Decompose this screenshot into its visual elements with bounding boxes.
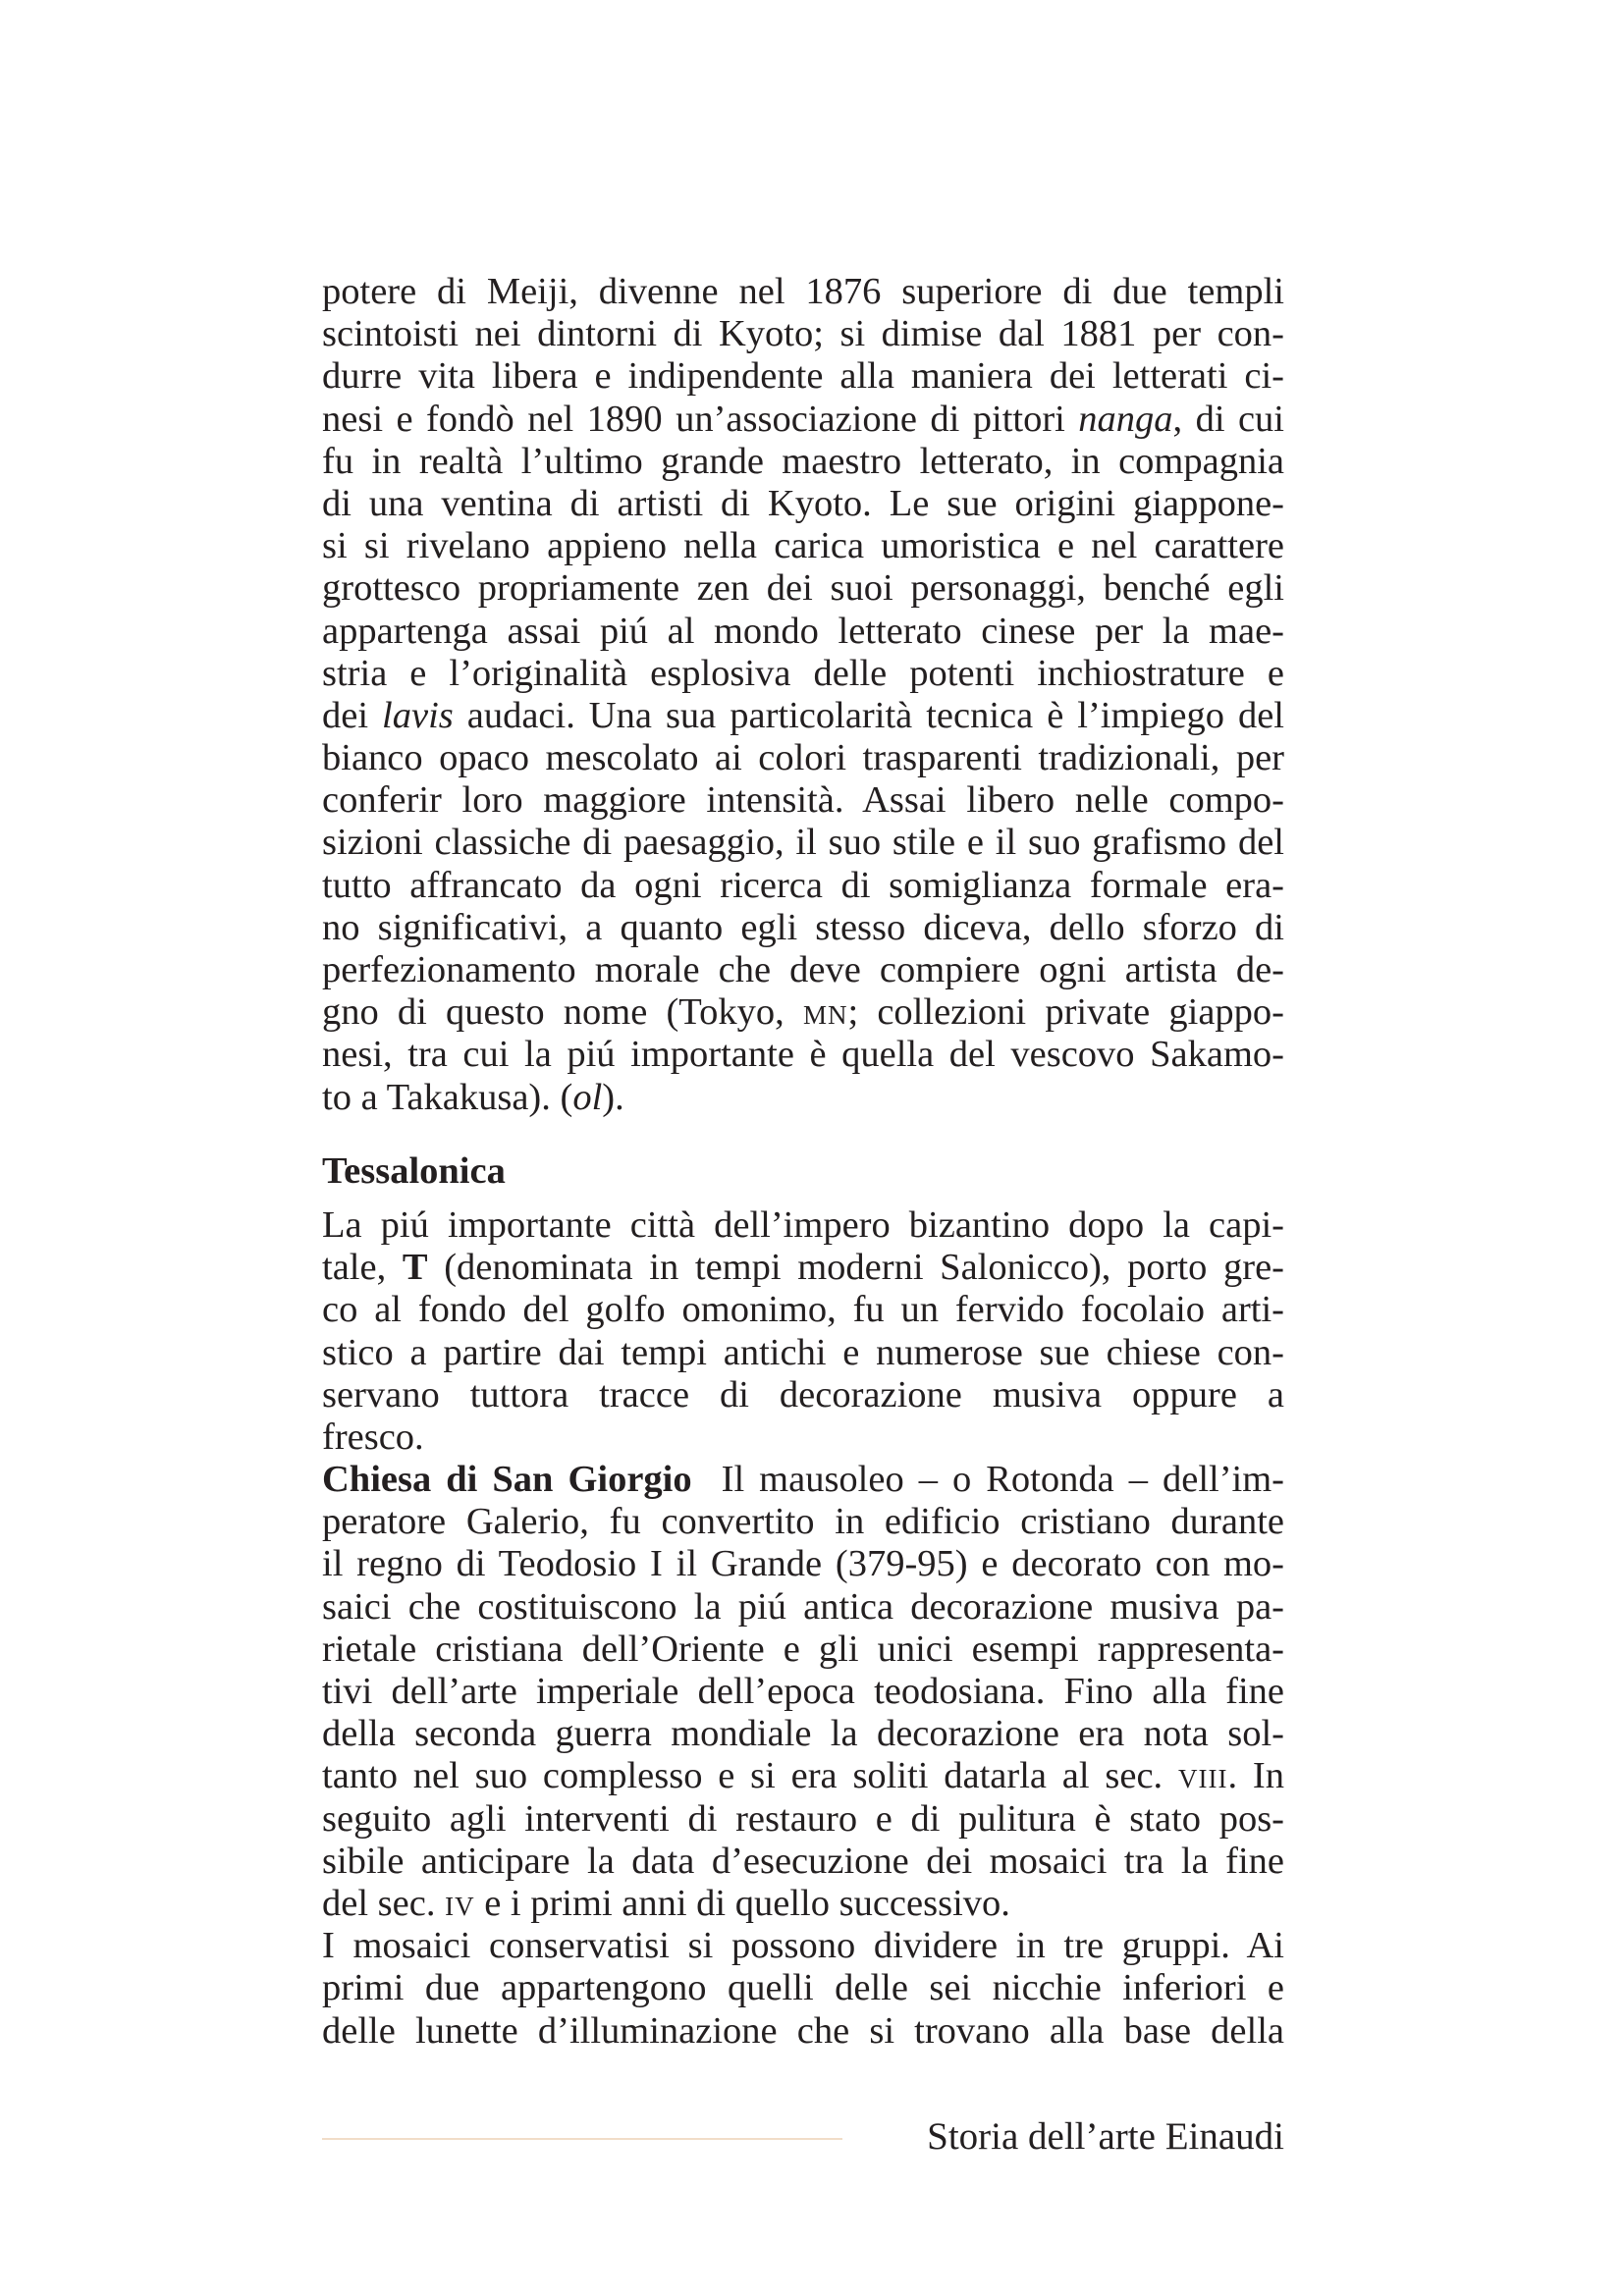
text-line: si si rivelano appieno nella carica umoristica e nel carattere <box>322 525 1284 567</box>
text-line: I mosaici conservatisi si possono dividere in tre gruppi. Ai <box>322 1925 1284 1967</box>
text-line: della seconda guerra mondiale la decorazione era nota sol- <box>322 1713 1284 1755</box>
author-initials: ol <box>572 1076 603 1118</box>
text-line: no significativi, a quanto egli stesso diceva, dello sforzo di <box>322 906 1284 948</box>
text-line: nesi, tra cui la piú importante è quella del vescovo Sakamo- <box>322 1034 1284 1076</box>
abbreviation-mn: mn <box>802 991 848 1034</box>
text-line: tutto affrancato da ogni ricerca di somiglianza formale era- <box>322 864 1284 906</box>
text-line: saici che costituiscono la piú antica decorazione musiva pa- <box>322 1585 1284 1628</box>
roman-numeral: iv <box>445 1882 475 1924</box>
section-heading: Tessalonica <box>322 1149 506 1192</box>
text-line <box>322 1883 1284 1925</box>
text-line: conferir loro maggiore intensità. Assai libero nelle compo- <box>322 779 1284 822</box>
text-segment: (denominata in tempi moderni Salonicco), porto gre- <box>427 1247 1284 1289</box>
text-segment: Il mausoleo – o Rotonda – dell’im- <box>691 1459 1284 1501</box>
text-segment: audaci. Una sua particolarità tecnica è l’impiego del <box>453 694 1284 736</box>
footer-rule <box>322 2138 842 2140</box>
italic-term-lavis: lavis <box>382 694 454 736</box>
text-segment: tale, <box>322 1247 403 1289</box>
text-line: potere di Meiji, divenne nel 1876 superiore di due templi <box>322 271 1284 312</box>
text-line <box>322 1459 1284 1501</box>
paragraph-mosaics <box>322 1925 1284 2053</box>
text-line: stico a partire dai tempi antichi e numerose sue chiese con- <box>322 1331 1284 1373</box>
text-line: fu in realtà l’ultimo grande maestro letterato, in compagnia <box>322 440 1284 482</box>
roman-numeral: viii <box>1178 1755 1228 1797</box>
text-line: grottesco propriamente zen dei suoi personaggi, benché egli <box>322 567 1284 610</box>
text-line: stria e l’originalità esplosiva delle potenti inchiostrature e <box>322 652 1284 694</box>
text-line <box>322 695 1284 737</box>
text-segment: del sec. <box>322 1882 446 1924</box>
text-line <box>322 1247 1284 1289</box>
paragraph-intro <box>322 1204 1284 1459</box>
text-line: sibile anticipare la data d’esecuzione dei mosaici tra la fine <box>322 1840 1284 1882</box>
text-segment: e i primi anni di quello successivo. <box>474 1882 1010 1924</box>
text-line: co al fondo del golfo omonimo, fu un fervido focolaio arti- <box>322 1289 1284 1331</box>
text-segment: . In <box>1227 1755 1284 1797</box>
text-line: seguito agli interventi di restauro e di pulitura è stato pos- <box>322 1797 1284 1840</box>
text-segment: gno di questo nome (Tokyo, <box>322 991 803 1034</box>
text-line: scintoisti nei dintorni di Kyoto; si dimise dal 1881 per con- <box>322 313 1284 355</box>
text-line: servano tuttora tracce di decorazione musiva oppure a <box>322 1373 1284 1415</box>
text-segment: ; collezioni private giappo- <box>847 991 1284 1034</box>
text-line: delle lunette d’illuminazione che si trovano alla base della <box>322 2009 1284 2052</box>
text-line: bianco opaco mescolato ai colori trasparenti tradizionali, per <box>322 737 1284 779</box>
text-line: sizioni classiche di paesaggio, il suo stile e il suo grafismo del <box>322 822 1284 864</box>
text-segment: tanto nel suo complesso e si era soliti datarla al sec. <box>322 1755 1178 1797</box>
footer-title: Storia dell’arte Einaudi <box>927 2115 1284 2158</box>
text-line: rietale cristiana dell’Oriente e gli unici esempi rappresenta- <box>322 1628 1284 1670</box>
text-line <box>322 399 1284 441</box>
text-line: La piú importante città dell’impero bizantino dopo la capi- <box>322 1203 1284 1246</box>
text-line: di una ventina di artisti di Kyoto. Le sue origini giappone- <box>322 482 1284 524</box>
text-line: perfezionamento morale che deve compiere ogni artista de- <box>322 949 1284 990</box>
text-line <box>322 1077 1284 1119</box>
subheading-san-giorgio: Chiesa di San Giorgio <box>322 1459 692 1501</box>
italic-term-nanga: nanga <box>1078 398 1173 440</box>
text-segment: dei <box>322 694 383 736</box>
text-segment: nesi e fondò nel 1890 un’associazione di pittori <box>322 398 1079 440</box>
text-line: il regno di Teodosio I il Grande (379-95) e decorato con mo- <box>322 1543 1284 1585</box>
text-segment: to a Takakusa). ( <box>322 1076 573 1118</box>
paragraph-san-giorgio <box>322 1459 1284 1925</box>
paragraph-meiji <box>322 271 1284 1119</box>
text-line: primi due appartengono quelli delle sei nicchie inferiori e <box>322 1967 1284 2009</box>
text-line: peratore Galerio, fu convertito in edificio cristiano durante <box>322 1501 1284 1543</box>
bold-initial: T <box>402 1247 428 1289</box>
text-line: fresco. <box>322 1415 424 1458</box>
text-segment: ). <box>602 1076 624 1118</box>
text-segment: , di cui <box>1172 398 1285 440</box>
document-body <box>322 271 1284 2053</box>
text-line: appartenga assai piú al mondo letterato cinese per la mae- <box>322 610 1284 652</box>
text-line <box>322 1755 1284 1797</box>
text-line: durre vita libera e indipendente alla maniera dei letterati ci- <box>322 355 1284 398</box>
text-line: tivi dell’arte imperiale dell’epoca teodosiana. Fino alla fine <box>322 1671 1284 1712</box>
text-line <box>322 991 1284 1034</box>
page-footer <box>322 2110 1284 2169</box>
